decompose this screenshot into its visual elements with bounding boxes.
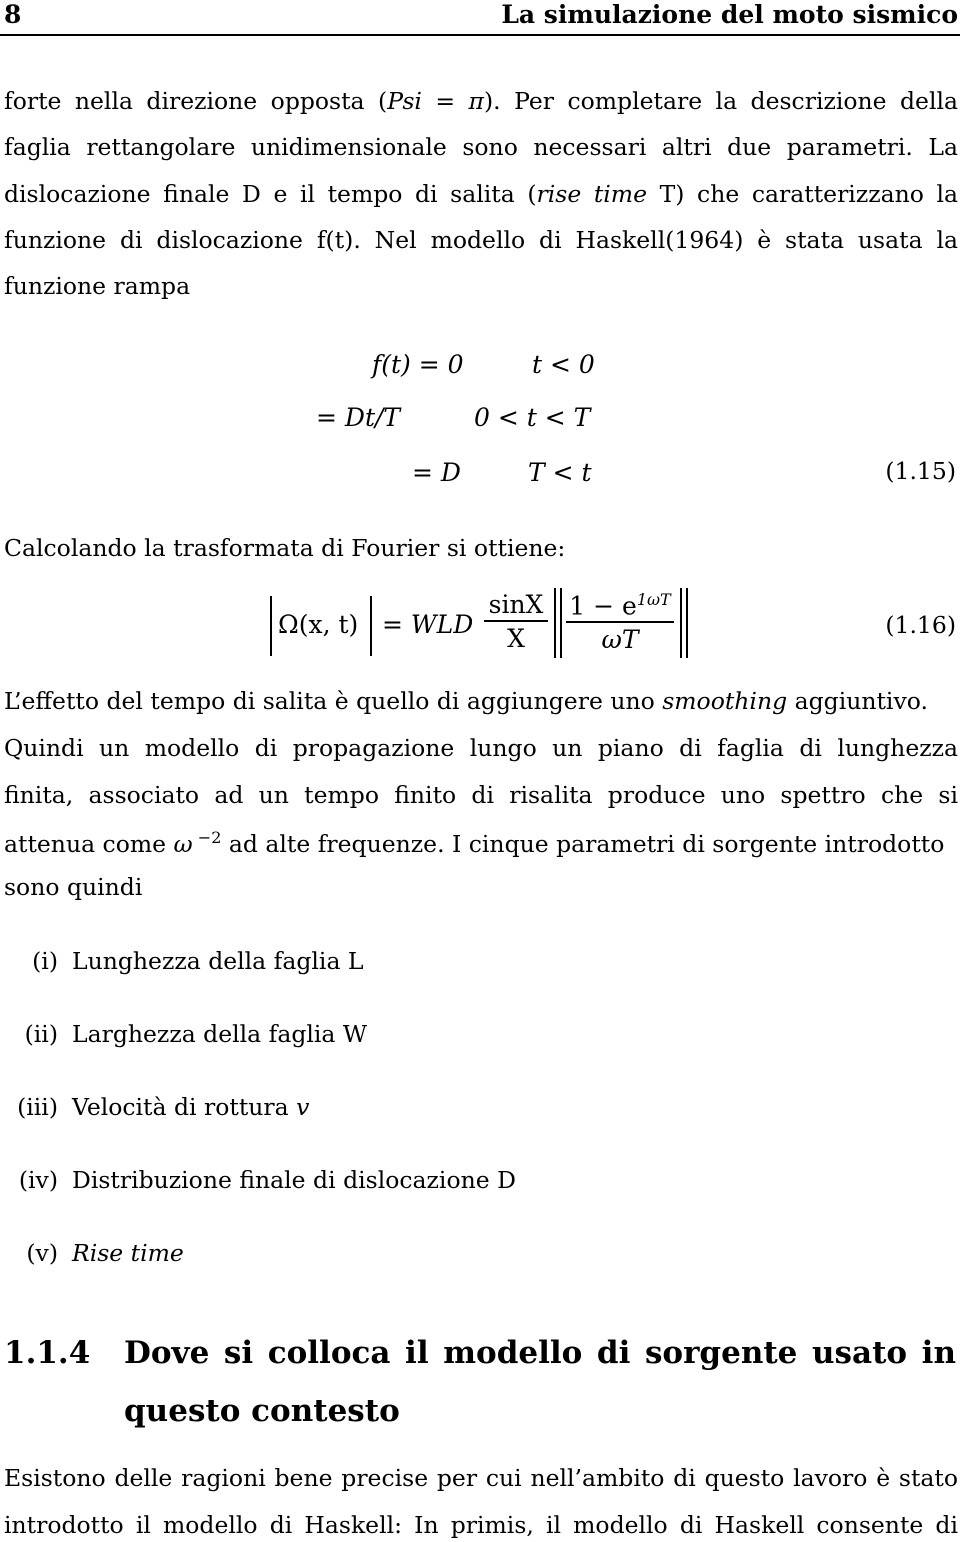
para4-line2: introdotto il modello di Haskell: In primis, il modello di Haskell consente di: [4, 1511, 958, 1539]
eq16-fraction-sinx: [484, 592, 548, 651]
para3-line3: finita, associato ad un tempo finito di risalita produce uno spettro che si: [4, 781, 958, 809]
eq16-equals-wld: = WLD: [382, 610, 474, 639]
norm-bar-left-1: [554, 588, 556, 658]
eq15-row1-cond: t < 0: [532, 350, 595, 379]
frac1-denominator: X: [507, 623, 525, 653]
norm-bar-right-2: [686, 588, 688, 658]
para3-line2: Quindi un modello di propagazione lungo un piano di faglia di lunghezza: [4, 734, 958, 762]
section-title-line2: questo contesto: [124, 1393, 400, 1429]
frac2-bar: [566, 621, 674, 623]
document-page: 8 La simulazione del moto sismico forte nella direzione opposta (Psi = π). Per completare la descrizione della faglia rettangolare unidimensionale sono necessari altri due parametri. La dislocazione finale D e il tempo di salita (rise time T) che caratterizzano la funzione di dislocazione f(t). Nel modello di Haskell(1964) è stata usata la funzione rampa f(t) = 0 t < 0 = Dt/T 0 < t < T = D T < t (1.15) Calcolando la trasformata di Fourier si ottiene: Ω(x, t) = WLD sinX X $1 - e^{1\omega T}$ ωT (1.16) L’effetto del tempo di salita è quello di aggiungere uno smoothing aggiuntivo. Quindi un modello di propagazione lungo un piano di faglia di lunghezza finita, associato ad un tempo finito di risalita produce uno spettro che si attenua come ω $^{-2}$ ad alte frequenze. I cinque parametri di sorgente introdotto sono quindi (i) Lunghezza della faglia L (ii) Larghezza della faglia W (iii) Velocità di rottura v (iv) Distribuzione finale di dislocazione D (v) Rise time 1.1.4 Dove si colloca il modello di sorgente usato in questo contesto Esistono delle ragioni bene precise per cui nell’ambito di questo lavoro è stato introdotto il modello di Haskell: In primis, il modello di Haskell consente di: [0, 0, 960, 1542]
para1-line3: dislocazione finale D e il tempo di salita (rise time T) che caratterizzano la: [4, 180, 959, 208]
para1-line4: funzione di dislocazione f(t). Nel modello di Haskell(1964) è stata usata la: [4, 226, 958, 254]
header-rule: [0, 34, 960, 36]
eq15-number: (1.15): [885, 457, 956, 485]
eq16-lhs: Ω(x, t): [278, 610, 359, 639]
eq16-number: (1.16): [885, 611, 956, 639]
eq15-row2-lhs: = Dt/T: [316, 403, 401, 432]
abs-bar-left: [270, 596, 272, 656]
para3-line1: L’effetto del tempo di salita è quello di aggiungere uno smoothing aggiuntivo.: [4, 687, 928, 715]
running-title: La simulazione del moto sismico: [501, 0, 958, 29]
frac2-numerator: $1 - e^{1\omega T}$: [569, 590, 671, 621]
section-title-line1: Dove si colloca il modello di sorgente usato in: [124, 1335, 956, 1371]
para1-line2: faglia rettangolare unidimensionale sono necessari altri due parametri. La: [4, 133, 958, 161]
running-header: [0, 0, 960, 34]
norm-bar-right-1: [680, 588, 682, 658]
para1-line5: funzione rampa: [4, 272, 191, 300]
abs-bar-right: [370, 596, 372, 656]
norm-bar-left-2: [560, 588, 562, 658]
frac2-denominator: ωT: [601, 624, 639, 654]
para1-line1: forte nella direzione opposta (Psi = π). Per completare la descrizione della: [4, 87, 958, 115]
section-number: 1.1.4: [4, 1335, 91, 1371]
eq15-row3-cond: T < t: [528, 458, 592, 487]
para3-line5: sono quindi: [4, 873, 143, 901]
eq15-row1-lhs: f(t) = 0: [372, 350, 464, 379]
frac1-bar: [484, 620, 548, 622]
frac1-numerator: sinX: [488, 590, 544, 619]
eq15-row3-lhs: = D: [412, 458, 461, 487]
page-number: 8: [4, 0, 22, 29]
para3-line4: attenua come ω $^{-2}$ ad alte frequenze. I cinque parametri di sorgente introdotto: [4, 828, 945, 858]
eq15-row2-cond: 0 < t < T: [474, 403, 591, 432]
para4-line1: Esistono delle ragioni bene precise per cui nell’ambito di questo lavoro è stato: [4, 1464, 958, 1492]
para2-line1: Calcolando la trasformata di Fourier si ottiene:: [4, 534, 566, 562]
eq16-fraction-exp: [566, 592, 674, 652]
